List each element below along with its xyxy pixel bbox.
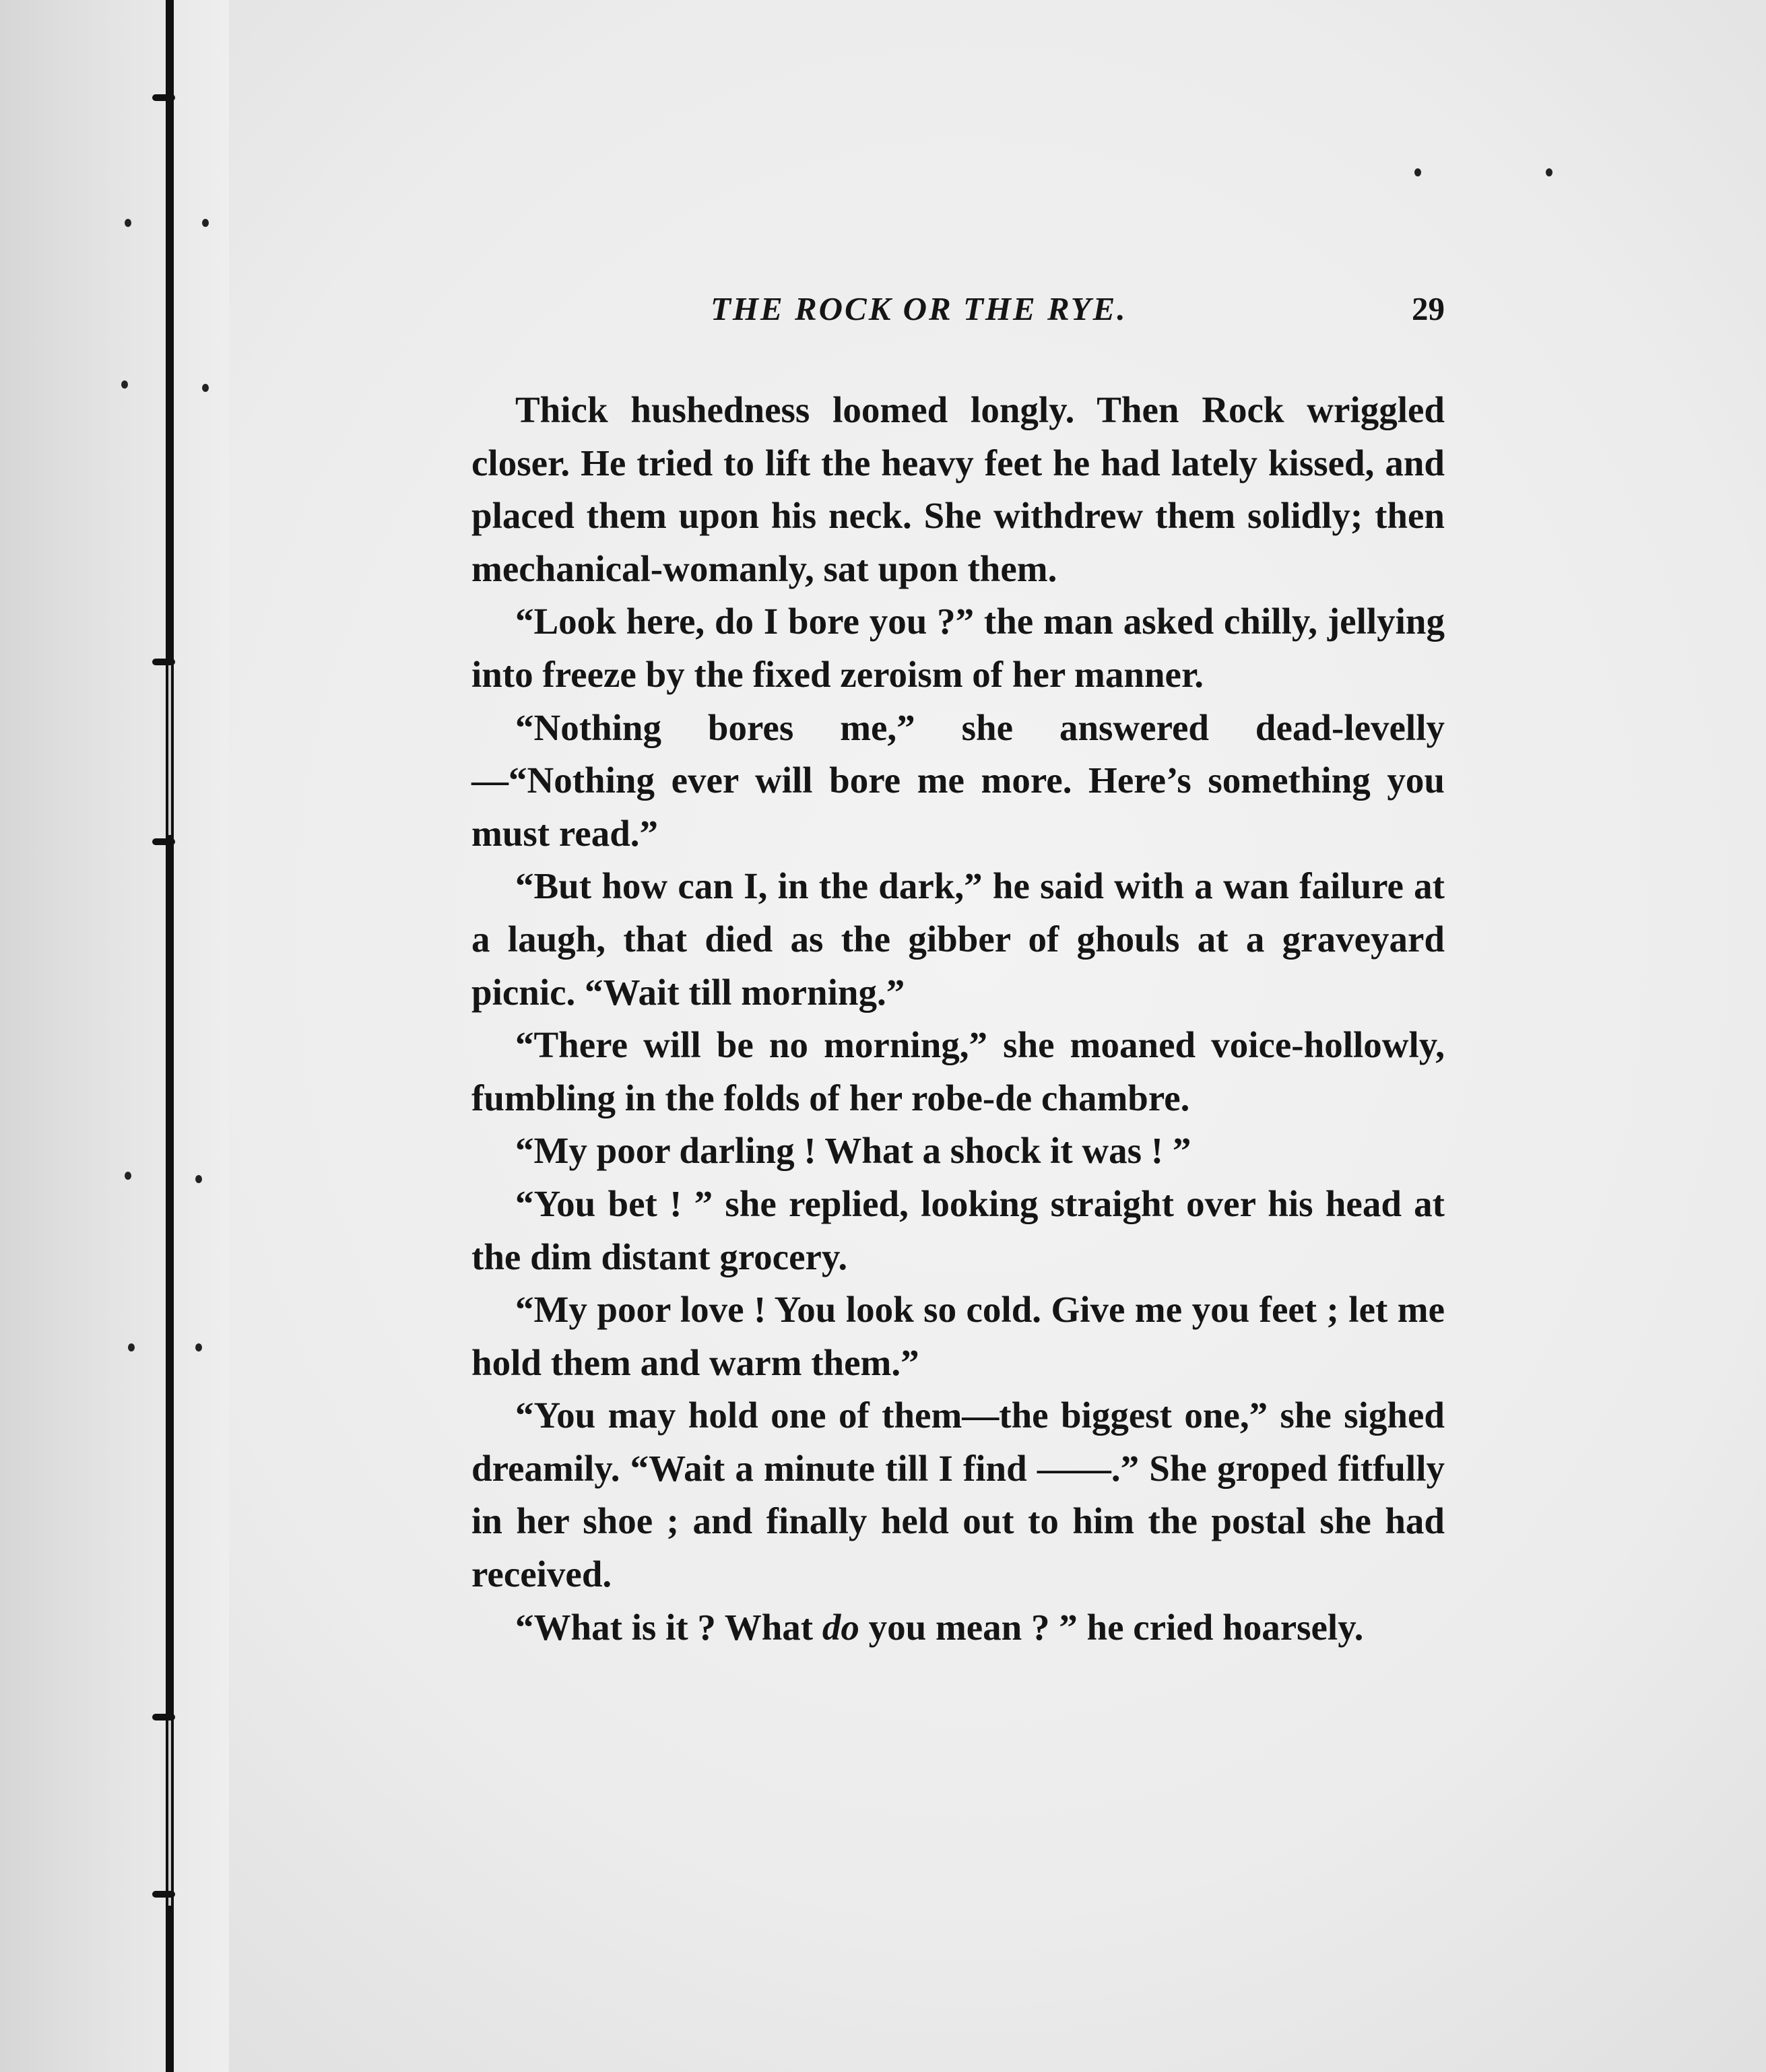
print-speck — [128, 1343, 135, 1351]
paragraph: “You may hold one of them—the biggest one,” she sighed dreamily. “Wait a minute till I find ——.” She groped fitfully in her shoe ; and finally held out to him the postal she had received. — [471, 1395, 1445, 1595]
paragraph: Thick hushedness loomed longly. Then Rock wriggled closer. He tried to lift the heavy feet he had lately kissed, and placed them upon his neck. She withdrew them solidly; then mechanical-womanly, sat upon them. — [471, 389, 1445, 589]
paragraph-text: “What is it ? What — [515, 1606, 822, 1648]
paragraph: “My poor love ! You look so cold. Give me you feet ; let me hold them and warm them.” — [471, 1289, 1445, 1383]
print-speck — [125, 1172, 131, 1180]
binding-stitch — [152, 838, 175, 845]
print-speck — [202, 219, 209, 227]
print-speck — [125, 219, 131, 227]
binding-thread-gap — [168, 1717, 171, 1906]
print-speck — [195, 1343, 202, 1351]
print-speck — [1414, 168, 1421, 176]
paragraph: “Look here, do I bore you ?” the man asked chilly, jellying into freeze by the fixed zeroism of her manner. — [471, 601, 1445, 695]
print-speck — [121, 380, 128, 389]
emphasis-text: do — [822, 1606, 859, 1648]
paragraph: “There will be no morning,” she moaned voice-hollowly, fumbling in the folds of her robe-de chambre. — [471, 1024, 1445, 1118]
binding-stitch — [152, 1714, 175, 1720]
paragraph: “My poor darling ! What a shock it was ! ” — [515, 1130, 1191, 1172]
paragraph: “But how can I, in the dark,” he said with a wan failure at a laugh, that died as the gibber of ghouls at a graveyard picnic. “Wait till morning.” — [471, 865, 1445, 1013]
binding-thread-gap — [168, 660, 171, 835]
binding-stitch — [152, 659, 175, 665]
running-header — [471, 290, 1445, 337]
paragraph: “You bet ! ” she replied, looking straight over his head at the dim distant grocery. — [471, 1182, 1445, 1277]
binding-stitch — [152, 1891, 175, 1898]
body-text — [471, 384, 1445, 1654]
print-speck — [1546, 168, 1552, 176]
gutter-shadow — [0, 0, 229, 2072]
paragraph-last — [471, 1601, 1445, 1655]
paragraph: “Nothing bores me,” she answered dead-levelly —“Nothing ever will bore me more. Here’s something you must read.” — [471, 706, 1445, 854]
running-title: THE ROCK OR THE RYE. — [711, 290, 1127, 327]
print-speck — [195, 1175, 202, 1183]
print-speck — [202, 384, 209, 392]
page-number: 29 — [1412, 290, 1445, 327]
book-page — [471, 290, 1445, 1654]
paragraph-text: you mean ? ” he cried hoarsely. — [859, 1606, 1364, 1648]
binding-stitch — [152, 94, 175, 101]
